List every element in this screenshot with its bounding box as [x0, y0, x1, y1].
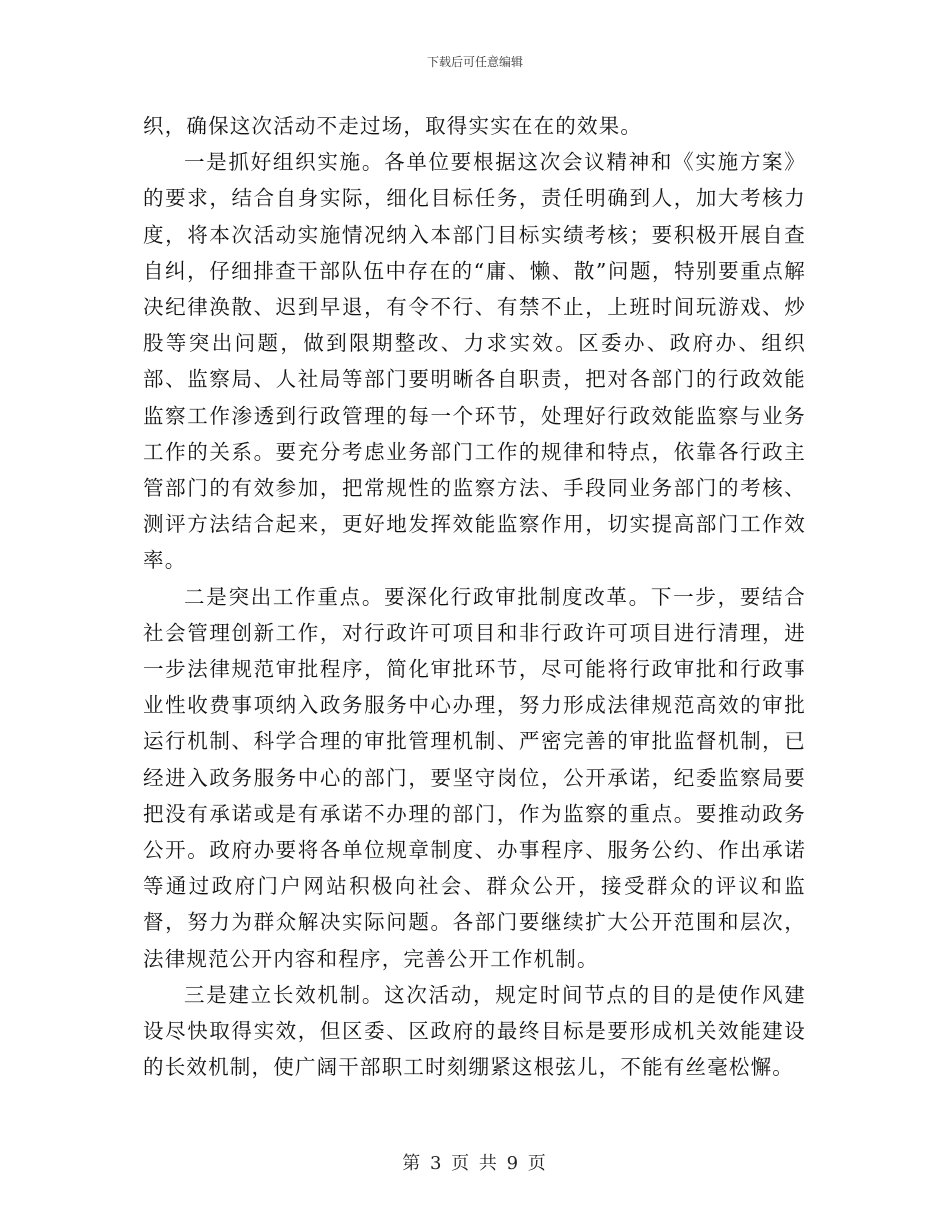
- paragraph-organize-implementation: 一是抓好组织实施。各单位要根据这次会议精神和《实施方案》的要求，结合自身实际，细化目标任务，责任明确到人，加大考核力度，将本次活动实施情况纳入本部门目标实绩考核；要积极开展自查自纠，仔细排查干部队伍中存在的“庸、懒、散”问题，特别要重点解决纪律涣散、迟到早退，有令不行、有禁不止，上班时间玩游戏、炒股等突出问题，做到限期整改、力求实效。区委办、政府办、组织部、监察局、人社局等部门要明晰各自职责，把对各部门的行政效能监察工作渗透到行政管理的每一个环节，处理好行政效能监察与业务工作的关系。要充分考虑业务部门工作的规律和特点，依靠各行政主管部门的有效参加，把常规性的监察方法、手段同业务部门的考核、测评方法结合起来，更好地发挥效能监察作用，切实提高部门工作效率。: [143, 150, 806, 573]
- paragraph-continuation: 织，确保这次活动不走过场，取得实实在在的效果。: [143, 114, 643, 138]
- document-body: [143, 108, 806, 1085]
- page-header: 下载后可任意编辑: [426, 55, 523, 69]
- paragraph-work-priorities: 二是突出工作重点。要深化行政审批制度改革。下一步，要结合社会管理创新工作，对行政许可项目和非行政许可项目进行清理，进一步法律规范审批程序，简化审批环节，尽可能将行政审批和行政事业性收费事项纳入政务服务中心办理，努力形成法律规范高效的审批运行机制、科学合理的审批管理机制、严密完善的审批监督机制，已经进入政务服务中心的部门，要坚守岗位，公开承诺，纪委监察局要把没有承诺或是有承诺不办理的部门，作为监察的重点。要推动政务公开。政府办要将各单位规章制度、办事程序、服务公约、作出承诺等通过政府门户网站积极向社会、群众公开，接受群众的评议和监督，努力为群众解决实际问题。各部门要继续扩大公开范围和层次，法律规范公开内容和程序，完善公开工作机制。: [143, 584, 806, 971]
- page-number: 第 3 页 共 9 页: [402, 1153, 548, 1174]
- paragraph-long-term-mechanism: 三是建立长效机制。这次活动，规定时间节点的目的是使作风建设尽快取得实效，但区委、区政府的最终目标是要形成机关效能建设的长效机制，使广阔干部职工时刻绷紧这根弦儿，不能有丝毫松懈。: [143, 982, 806, 1080]
